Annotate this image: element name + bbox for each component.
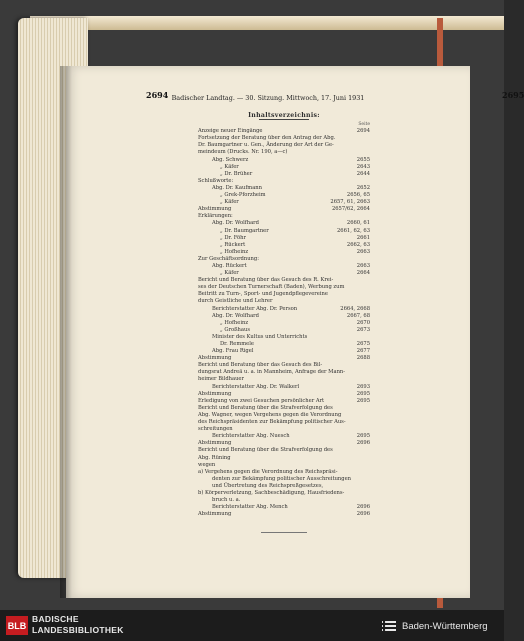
toc-entry-text: des Reichspräsidenten zur Bekämpfung politischer Aus- xyxy=(198,419,346,426)
toc-entry-text: heimer Bildhauer xyxy=(198,376,244,383)
toc-entry xyxy=(198,149,370,156)
toc-entry xyxy=(198,192,370,199)
toc-entry xyxy=(198,476,370,483)
toc-entry-page: 2694 xyxy=(356,128,370,135)
toc-entry xyxy=(198,298,370,305)
toc-entry-page: 2662, 63 xyxy=(346,241,370,248)
toc-entry-text: Abstimmung xyxy=(198,390,232,397)
toc-entry-text: Abstimmung xyxy=(198,355,232,362)
toc-entry xyxy=(198,362,370,369)
toc-entry-text: „ Hofheinz xyxy=(220,248,249,255)
end-rule xyxy=(261,532,307,533)
toc-entry xyxy=(198,384,370,391)
toc-entry-page: 2657, 61, 2663 xyxy=(330,199,370,206)
toc-entry-page: 2643 xyxy=(356,163,370,170)
toc-entry-page: 2661, 62, 63 xyxy=(337,227,370,234)
toc-entry-page: 2663 xyxy=(356,262,370,269)
table-of-contents xyxy=(198,112,370,533)
toc-entry xyxy=(198,497,370,504)
toc-entry xyxy=(198,426,370,433)
toc-entry xyxy=(198,284,370,291)
toc-entry xyxy=(198,469,370,476)
toc-entry xyxy=(198,249,370,256)
state-name: Baden-Württemberg xyxy=(402,621,488,632)
toc-entry-page: 2664 xyxy=(356,270,370,277)
toc-entry-text: und Übertretung des Reichspreßgesetzes, xyxy=(212,482,324,489)
toc-entry-text: Bericht und Beratung über die Strafverfolgung des xyxy=(198,404,333,411)
toc-entry-text: „ Käfer xyxy=(220,270,239,277)
toc-entry-text: Erklärungen: xyxy=(198,213,233,220)
toc-entry xyxy=(198,291,370,298)
toc-entry-text: „ Rückert xyxy=(220,241,246,248)
blb-logo[interactable]: BLB xyxy=(6,616,28,635)
toc-entry-text: „ Käfer xyxy=(220,163,239,170)
toc-entry-text: Abg. Schwerz xyxy=(212,156,249,163)
toc-entry-page: 2663 xyxy=(356,248,370,255)
toc-entry-text: ses der Deutschen Turnerschaft (Baden), Werbung zum xyxy=(198,284,345,291)
toc-entry xyxy=(198,178,370,185)
toc-entry-text: Bericht und Beratung über die Strafverfolgung des xyxy=(198,447,333,454)
toc-entry-text: meindeum (Drucks. Nr. 190, a—c) xyxy=(198,149,288,156)
toc-entry-page: 2656, 65 xyxy=(346,192,370,199)
toc-entry xyxy=(198,334,370,341)
toc-entry-text: „ Dr. Föhr xyxy=(220,234,246,241)
toc-entry xyxy=(198,157,370,164)
toc-entry-page: 2696 xyxy=(356,511,370,518)
toc-entry xyxy=(198,242,370,249)
toc-entry xyxy=(198,185,370,192)
toc-entry-text: Abg. Dr. Kaufmann xyxy=(212,184,262,191)
toc-entry xyxy=(198,504,370,511)
baden-wuerttemberg-lions-icon xyxy=(380,617,398,635)
toc-entry-text: durch Geistliche und Lehrer xyxy=(198,298,273,305)
toc-entry-page: 2695 xyxy=(356,433,370,440)
toc-entry xyxy=(198,306,370,313)
toc-entry-page: 2675 xyxy=(356,341,370,347)
toc-entry xyxy=(198,171,370,178)
toc-entry xyxy=(198,391,370,398)
toc-entry xyxy=(198,440,370,447)
toc-entry-text: „ Grek-Pforzheim xyxy=(220,192,266,199)
toc-entry-text: wegen xyxy=(198,461,216,468)
toc-entry-page: 2693 xyxy=(356,383,370,390)
toc-entry-text: Erledigung von zwei Gesuchen persönlicher Art xyxy=(198,397,325,404)
toc-entry-text: Abg. Frau Rigel xyxy=(212,348,254,355)
toc-entry xyxy=(198,462,370,469)
toc-entry xyxy=(198,348,370,355)
seite-label: Seite xyxy=(358,122,370,128)
toc-entry xyxy=(198,355,370,362)
toc-entry-page: 2657/62, 2664 xyxy=(331,206,370,213)
toc-entry xyxy=(198,199,370,206)
toc-entry xyxy=(198,256,370,263)
library-name-line1: BADISCHE xyxy=(32,614,79,624)
toc-entry-text: Abstimmung xyxy=(198,511,232,518)
toc-entry xyxy=(198,376,370,383)
toc-entry-text: schreitungen xyxy=(198,426,233,433)
toc-entry xyxy=(198,511,370,518)
toc-entry-text: Abstimmung xyxy=(198,440,232,447)
toc-entry xyxy=(198,270,370,277)
toc-entry xyxy=(198,398,370,405)
toc-entry-text: a) Vergehens gegen die Verordnung des Reichspräsi- xyxy=(198,468,338,475)
toc-entry xyxy=(198,263,370,270)
toc-entry-page: 2644 xyxy=(356,170,370,177)
toc-entry-page: 2664, 2668 xyxy=(340,305,370,312)
toc-entry-text: Abstimmung xyxy=(198,206,232,213)
toc-entry-text: „ Käfer xyxy=(220,199,239,206)
toc-entry-text: „ Großhaus xyxy=(220,326,250,333)
toc-entry-text: Minister des Kultus und Unterrichts xyxy=(212,333,308,340)
toc-entry xyxy=(198,235,370,242)
toc-entry-page: 2695 xyxy=(356,397,370,404)
toc-entry-page: 2655 xyxy=(356,156,370,163)
toc-entry-page: 2696 xyxy=(356,440,370,447)
toc-entry-text: „ Dr. Baumgartner xyxy=(220,227,269,234)
toc-entry xyxy=(198,433,370,440)
toc-title: Inhaltsverzeichnis: xyxy=(248,112,320,119)
toc-entry-text: Bericht und Beratung über das Gesuch des Bil- xyxy=(198,362,323,369)
toc-entry-text: Beitritt zu Turn-, Sport- und Jugendpflegevereine xyxy=(198,291,328,298)
toc-entry-text: „ Hofheinz xyxy=(220,319,249,326)
toc-entry-page: 2652 xyxy=(356,184,370,191)
running-title: Badischer Landtag. — 30. Sitzung. Mittwoch, 17. Juni 1931 xyxy=(171,94,365,102)
toc-entry xyxy=(198,327,370,334)
toc-list xyxy=(198,128,370,518)
toc-entry-page: 2688 xyxy=(356,355,370,362)
toc-entry-text: bruch u. a. xyxy=(212,497,241,504)
toc-entry-page: 2696 xyxy=(356,504,370,511)
toc-entry-text: b) Körperverletzung, Sachbeschädigung, Hausfriedens- xyxy=(198,489,345,496)
library-name-line2: LANDESBIBLIOTHEK xyxy=(32,625,124,635)
toc-entry-text: Berichterstatter Abg. Nuesch xyxy=(212,433,290,440)
toc-entry xyxy=(198,455,370,462)
toc-title-underline xyxy=(259,119,309,120)
toc-entry-page: 2667, 68 xyxy=(346,312,370,319)
toc-entry xyxy=(198,213,370,220)
toc-entry xyxy=(198,412,370,419)
toc-entry-text: Schlußworte: xyxy=(198,177,234,184)
right-page-number: 2695 xyxy=(502,90,524,100)
book-top-edge xyxy=(30,16,504,30)
toc-entry-text: Fortsetzung der Beratung über den Antrag der Abg. xyxy=(198,135,336,142)
toc-entry xyxy=(198,405,370,412)
toc-entry xyxy=(198,369,370,376)
toc-entry xyxy=(198,164,370,171)
toc-entry-text: Abg. Wagner, wegen Vergehens gegen die Verordnung xyxy=(198,411,342,418)
toc-entry-page: 2660, 61 xyxy=(346,220,370,227)
toc-entry xyxy=(198,128,370,135)
toc-entry xyxy=(198,313,370,320)
toc-entry-text: Dr. Remmele xyxy=(220,341,254,347)
toc-entry-text: denten zur Bekämpfung politischer Ausschreitungen xyxy=(212,475,351,482)
toc-entry-page: 2661 xyxy=(356,234,370,241)
toc-entry-text: Berichterstatter Abg. Dr. Person xyxy=(212,305,298,312)
toc-entry-page: 2670 xyxy=(356,319,370,326)
toc-entry xyxy=(198,228,370,235)
toc-entry xyxy=(198,490,370,497)
left-page-number: 2694 xyxy=(146,90,169,100)
toc-entry xyxy=(198,206,370,213)
toc-entry-text: Abg. Rüning xyxy=(198,454,231,461)
toc-entry-text: dungsrat Andreä u. a. in Mannheim, Anfrage der Mann- xyxy=(198,369,346,376)
toc-entry-text: Anzeige neuer Eingänge xyxy=(198,128,263,135)
toc-entry-text: Bericht und Beratung über das Gesuch des R. Krei- xyxy=(198,277,334,284)
toc-entry-text: Abg. Rückert xyxy=(212,262,247,269)
toc-entry xyxy=(198,483,370,490)
toc-entry-text: Abg. Dr. Wolfhard xyxy=(212,312,259,319)
library-name xyxy=(32,614,124,636)
toc-entry xyxy=(198,419,370,426)
spine-shadow xyxy=(60,66,72,598)
toc-entry-text: „ Dr. Brüher xyxy=(220,170,253,177)
toc-entry xyxy=(198,220,370,227)
toc-entry-text: Zur Geschäftsordnung: xyxy=(198,255,259,262)
toc-entry xyxy=(198,341,370,348)
toc-entry xyxy=(198,447,370,454)
toc-entry-text: Berichterstatter Abg. Dr. Walkerl xyxy=(212,383,300,390)
toc-entry-page: 2673 xyxy=(356,326,370,333)
toc-entry-text: Abg. Dr. Wolfhard xyxy=(212,220,259,227)
toc-entry-text: Berichterstatter Abg. Mench xyxy=(212,504,288,511)
toc-entry-page: 2677 xyxy=(356,348,370,355)
toc-entry xyxy=(198,320,370,327)
toc-entry-text: Dr. Baumgartner u. Gen., Änderung der Art der Ge- xyxy=(198,142,334,149)
toc-entry-page: 2695 xyxy=(356,390,370,397)
